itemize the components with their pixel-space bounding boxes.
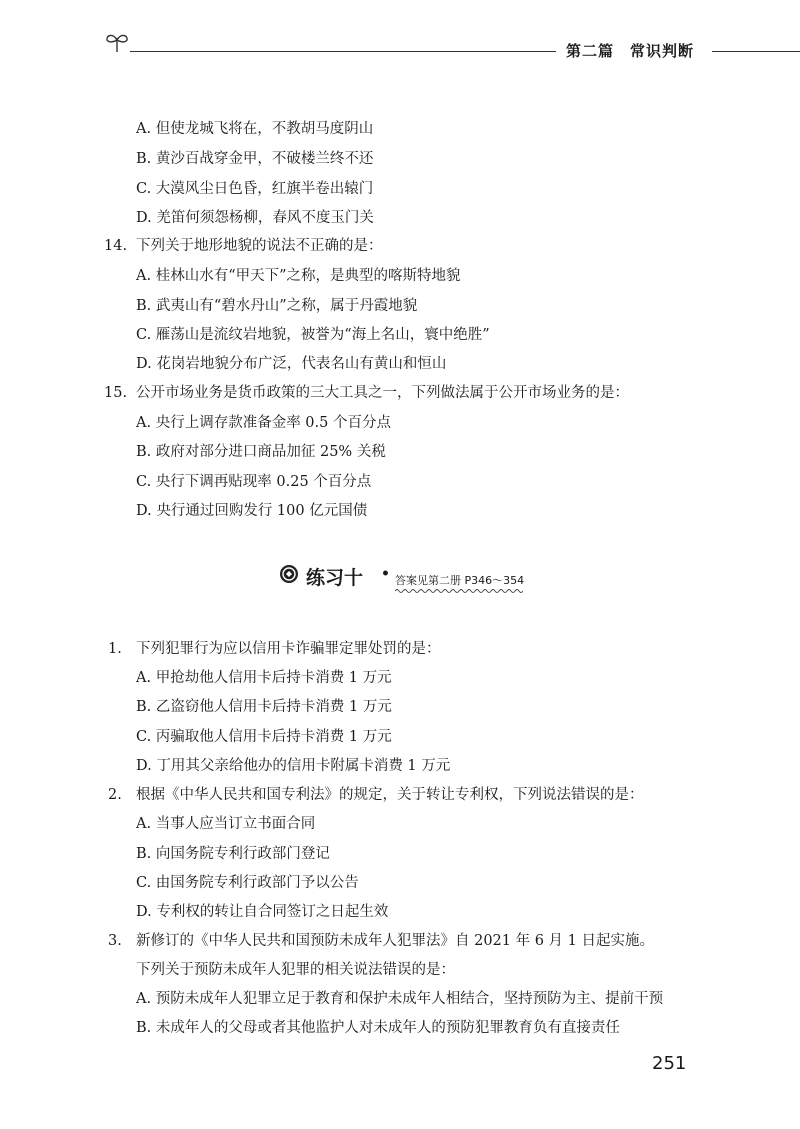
option-item: B. 武夷山有“碧水丹山”之称，属于丹霞地貌 bbox=[136, 298, 418, 314]
section-title: 第二篇 常识判断 bbox=[566, 42, 695, 60]
question-number: 1. bbox=[108, 641, 122, 657]
option-item: B. 乙盗窃他人信用卡后持卡消费 1 万元 bbox=[136, 699, 392, 715]
option-item: D. 央行通过回购发行 100 亿元国债 bbox=[136, 503, 368, 519]
option-item: C. 由国务院专利行政部门予以公告 bbox=[136, 875, 359, 891]
option-item: D. 丁用其父亲给他办的信用卡附属卡消费 1 万元 bbox=[136, 758, 451, 774]
header-rule-right bbox=[712, 51, 800, 52]
header-rule-left bbox=[130, 51, 556, 52]
question-text: 下列犯罪行为应以信用卡诈骗罪定罪处罚的是： bbox=[136, 641, 441, 657]
question-text: 新修订的《中华人民共和国预防未成年人犯罪法》自 2021 年 6 月 1 日起实施。 bbox=[136, 933, 655, 949]
question-text: 根据《中华人民共和国专利法》的规定，关于转让专利权，下列说法错误的是： bbox=[136, 787, 644, 803]
option-item: A. 当事人应当订立书面合同 bbox=[136, 816, 316, 832]
exercise-bullet: • bbox=[381, 566, 390, 582]
option-item: C. 丙骗取他人信用卡后持卡消费 1 万元 bbox=[136, 729, 392, 745]
question-number: 3. bbox=[108, 933, 122, 949]
option-item: D. 羌笛何须怨杨柳，春风不度玉门关 bbox=[136, 210, 374, 226]
question-number: 15. bbox=[104, 385, 128, 401]
option-item: D. 专利权的转让自合同签订之日起生效 bbox=[136, 904, 389, 920]
option-item: C. 雁荡山是流纹岩地貌，被誉为“海上名山，寰中绝胜” bbox=[136, 327, 490, 343]
exercise-badge-icon bbox=[279, 564, 299, 584]
option-item: A. 甲抢劫他人信用卡后持卡消费 1 万元 bbox=[136, 670, 392, 686]
page-header bbox=[0, 0, 800, 70]
option-item: B. 向国务院专利行政部门登记 bbox=[136, 846, 330, 862]
option-item: B. 黄沙百战穿金甲，不破楼兰终不还 bbox=[136, 151, 374, 167]
option-item: B. 未成年人的父母或者其他监护人对未成年人的预防犯罪教育负有直接责任 bbox=[136, 1020, 620, 1036]
question-number: 2. bbox=[108, 787, 122, 803]
question-number: 14. bbox=[104, 238, 128, 254]
option-item: A. 桂林山水有“甲天下”之称，是典型的喀斯特地貌 bbox=[136, 268, 461, 284]
page-number: 251 bbox=[652, 1053, 687, 1074]
question-text: 下列关于地形地貌的说法不正确的是： bbox=[136, 238, 383, 254]
question-text: 公开市场业务是货币政策的三大工具之一，下列做法属于公开市场业务的是： bbox=[136, 385, 629, 401]
option-item: A. 央行上调存款准备金率 0.5 个百分点 bbox=[136, 415, 391, 431]
option-item: C. 大漠风尘日色昏，红旗半卷出辕门 bbox=[136, 181, 374, 197]
wavy-underline bbox=[395, 588, 523, 594]
option-item: A. 但使龙城飞将在，不教胡马度阴山 bbox=[136, 121, 374, 137]
option-item: D. 花岗岩地貌分布广泛，代表名山有黄山和恒山 bbox=[136, 356, 447, 372]
option-item: B. 政府对部分进口商品加征 25% 关税 bbox=[136, 444, 386, 460]
exercise-title: 练习十 bbox=[306, 567, 364, 589]
answer-reference: 答案见第二册 P346～354 bbox=[395, 574, 525, 587]
question-text: 下列关于预防未成年人犯罪的相关说法错误的是： bbox=[136, 962, 455, 978]
option-item: A. 预防未成年人犯罪立足于教育和保护未成年人相结合，坚持预防为主、提前干预 bbox=[136, 991, 664, 1007]
sprout-icon bbox=[104, 30, 130, 54]
option-item: C. 央行下调再贴现率 0.25 个百分点 bbox=[136, 474, 372, 490]
